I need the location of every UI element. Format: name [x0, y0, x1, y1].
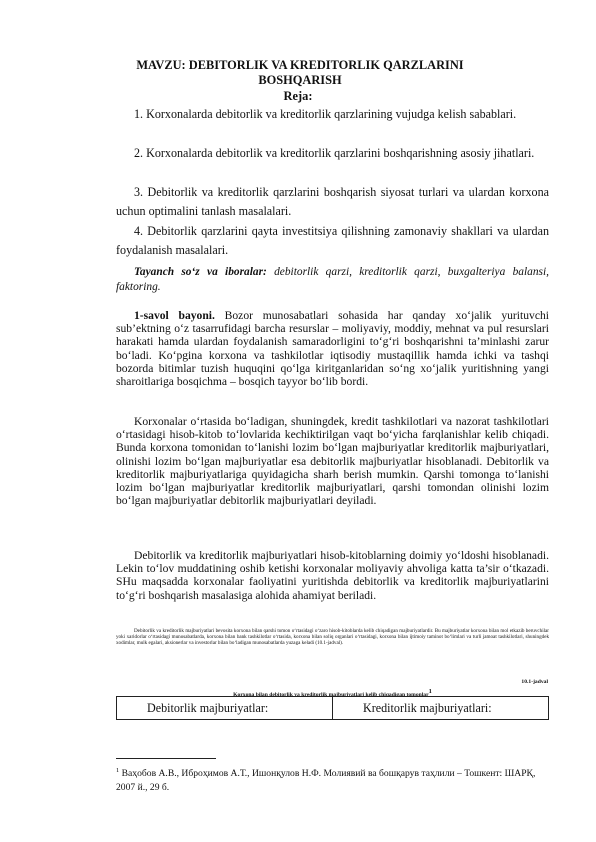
document-title: MAVZU: DEBITORLIK VA KREDITORLIK QARZLARINI BOSHQARISH	[136, 58, 464, 87]
footnote	[116, 764, 549, 794]
footnote-text: Ваҳобов А.В., Иброҳимов А.Т., Ишонқулов Н.Ф. Молиявий ва бошқарув таҳлили – Тошкент: ШАРҚ, 2007 й., 29 б.	[116, 768, 536, 793]
table-caption-text: Korxona bilan debitorlik va kreditorlik majburiyatlari kelib chiqadigan tomonlar	[233, 691, 429, 698]
obligations-table	[116, 696, 549, 720]
plan-item-2: 2. Korxonalarda debitorlik va kreditorlik qarzlarini boshqarishning asosiy jihatlari.	[134, 146, 535, 160]
table-number: 10.1-jadval	[521, 679, 548, 685]
small-paragraph: Debitorlik va kreditorlik majburiyatlari bevosita korxona bilan qarshi tomon o‘rtasidagi o‘zaro hisob-kitoblarda kelib chiqadigan majburiyatlardir. Bu majburiyatlar korxona bilan mol etkazib beruvchilar yoki xaridorlar o‘rtasidagi munosabatlarda, korxona bilan bank tashkilotlar o‘rtasida, korxona bilan soliq organlari o‘rtasidagi, korxona bilan ijtimoiy taminot bo‘limlari va turli jamoat tashkilotlari, shuningdek xodimlar, mulk egalari, aksionerlar va investorlar bilan bo‘ladigan munosabatlarda yuzaga keladi (10.1-jadval).	[116, 628, 549, 647]
question-1-text: Bozor munosabatlari sohasida har qanday xo‘jalik yurituvchi sub’ektning o‘z tasarrufidagi barcha resurslar – moliyaviy, moddiy, mehnat va pul resurslari harakati hamda ulardan foydalanish samaradorligini to‘g‘ri boshqarishni ta’minlashi zarur bo‘ladi. Ko‘pgina korxona va tashkilotlar iqtisodiy mustaqillik hamda ichki va tashqi bozorda bitimlar tuzish huquqini qo‘lga kiritganlaridan so‘ng xo‘jalik yuritishning yangi sharoitlariga bosqichma – bosqich tayyor bo‘lib bordi.	[116, 309, 549, 389]
footnote-number: 1	[116, 767, 120, 774]
table-header-creditor: Kreditorlik majburiyatlari:	[363, 700, 492, 715]
plan-item-3: 3. Debitorlik va kreditorlik qarzlarini boshqarish siyosat turlari va ulardan korxona uchun optimalini tanlash masalalari.	[116, 185, 549, 219]
plan-heading: Reja:	[283, 89, 313, 103]
paragraph-3: Debitorlik va kreditorlik majburiyatlari hisob-kitoblarning doimiy yo‘ldoshi hisoblanadi. Lekin to‘lov muddatining oshib ketishi korxonalar moliyaviy ahvoliga katta ta’sir o‘tkazadi. SHu maqsadda korxonalar faoliyatini yuritishda debitorlik va kreditorlik majburiyatlarini to‘g‘ri boshqarish masalasiga alohida ahamiyat beriladi.	[116, 549, 549, 602]
footnote-separator	[116, 758, 216, 759]
table-caption-footnote-ref: 1	[428, 688, 432, 695]
question-1-paragraph	[116, 309, 549, 388]
plan-item-4: 4. Debitorlik qarzlarini qayta investitsiya qilishning zamonaviy shakllari va ulardan foydalanish masalalari.	[116, 224, 549, 258]
paragraph-2: Korxonalar o‘rtasida bo‘ladigan, shuningdek, kredit tashkilotlari va nazorat tashkilotlari o‘rtasidagi hisob-kitob to‘lovlarida kechiktirilgan vaqt bo‘yicha farqlanishlar kelib chiqadi. Bunda korxona tomonidan to‘lanishi lozim bo‘lgan majburiyatlar kreditorlik majburiyatlari, olinishi lozim bo‘lgan majburiyatlar esa debitorlik majburiyatlar hisoblanadi. Debitorlik va kreditorlik majburiyatlariga quyidagicha sharh berish mumkin. Qarshi tomonga to‘lanishi lozim bo‘lgan majburiyatlar kreditorlik majburiyatlari, qarshi tomondan olinishi lozim bo‘lgan majburiyatlar debitorlik majburiyatlari deyiladi.	[116, 415, 549, 508]
keywords-paragraph	[116, 265, 549, 295]
plan-item-1: 1. Korxonalarda debitorlik va kreditorlik qarzlarining vujudga kelish sabablari.	[134, 107, 517, 121]
table-header-debitor: Debitorlik majburiyatlar:	[117, 697, 333, 719]
keywords-text: debitorlik qarzi, kreditorlik qarzi, buxgalteriya balansi, faktoring.	[116, 266, 549, 294]
keywords-label: Tayanch so‘z va iboralar:	[134, 266, 267, 278]
question-1-label: 1-savol bayoni.	[134, 309, 215, 322]
